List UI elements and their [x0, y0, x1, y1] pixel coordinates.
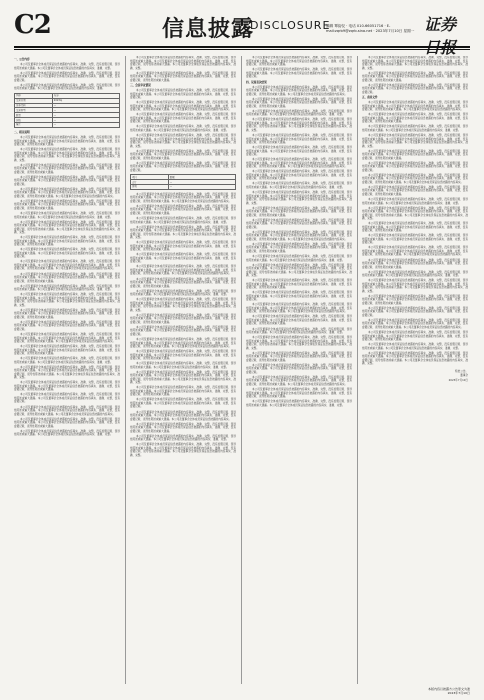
column-divider [241, 56, 242, 684]
signatory: 董事会 [460, 374, 468, 378]
masthead-rule [14, 46, 470, 48]
column-divider [357, 56, 358, 684]
page-footer [360, 688, 470, 695]
editor-contact-date: 编辑 覃韵仪 · 电话 010-66051716 · E-mail:zqrb9@zqrb.sina.net · 2023年7月10日 星期一 [326, 24, 415, 33]
column-4: 本公司及董事会全体成员保证信息披露的内容真实、准确、完整，没有虚假记载、误导性陈述或重大遗漏。本公司及董事会全体成员保证信息披露的内容真实、准确、完整，没有虚假记载、误导性陈述或重大遗漏。本公司及董事会全体成员保证信息披露的内容真实、准确、完整。 本公司及董事会全体成员保证信息披露的内容真实、准确、完整，没有虚假记载、误导性陈述或重大遗漏。本公司及董事会全体成员保证信息披露的内容真实、准确、完整，没有虚假记载、误导性陈述或重大遗漏。 本公司及董事会全体成员保证信息披露的内容真实、准确、完整，没有虚假记载、误导性陈述或重大遗漏。本公司及董事会全体成员保证信息披露的内容真实、准确、完整，没有虚假记载。 五、备查文件 本公司及董事会全体成员保证信息披露的内容真实、准确、完整，没有虚假记载、误导性陈述或重大遗漏。本公司及董事会全体成员保证信息披露的内容真实、准确、完整，没有虚假记载、误导性陈述或重大遗漏。本公司及董事会全体成员保证信息披露的内容真实。 本公司及董事会全体成员保证信息披露的内容真实、准确、完整，没有虚假记载、误导性陈述或重大遗漏。本公司及董事会全体成员保证信息披露的内容真实、准确、完整，没有虚假记载、误导性陈述或重大遗漏。 本公司及董事会全体成员保证信息披露的内容真实、准确、完整，没有虚假记载、误导性陈述或重大遗漏。本公司及董事会全体成员保证信息披露的内容真实、准确、完整。 本公司及董事会全体成员保证信息披露的内容真实、准确、完整，没有虚假记载、误导性陈述或重大遗漏。本公司及董事会全体成员保证信息披露的内容真实、准确、完整，没有虚假记载、误导性陈述或重大遗漏。本公司及董事会全体成员保证信息披露的内容真实、准确、完整。 本公司及董事会全体成员保证信息披露的内容真实、准确、完整，没有虚假记载、误导性陈述或重大遗漏。本公司及董事会全体成员保证信息披露的内容真实、准确、完整，没有虚假记载、误导性陈述或重大遗漏。 本公司及董事会全体成员保证信息披露的内容真实、准确、完整，没有虚假记载、误导性陈述或重大遗漏。本公司及董事会全体成员保证信息披露的内容真实、准确、完整，没有虚假记载。 本公司及董事会全体成员保证信息披露的内容真实、准确、完整，没有虚假记载、误导性陈述或重大遗漏。本公司及董事会全体成员保证信息披露的内容真实、准确、完整，没有虚假记载、误导性陈述或重大遗漏。本公司及董事会全体成员保证信息披露的内容真实。 本公司及董事会全体成员保证信息披露的内容真实、准确、完整，没有虚假记载、误导性陈述或重大遗漏。本公司及董事会全体成员保证信息披露的内容真实、准确、完整，没有虚假记载、误导性陈述或重大遗漏。 本公司及董事会全体成员保证信息披露的内容真实、准确、完整，没有虚假记载、误导性陈述或重大遗漏。本公司及董事会全体成员保证信息披露的内容真实、准确、完整。 本公司及董事会全体成员保证信息披露的内容真实、准确、完整，没有虚假记载、误导性陈述或重大遗漏。本公司及董事会全体成员保证信息披露的内容真实、准确、完整，没有虚假记载、误导性陈述或重大遗漏。本公司及董事会全体成员保证信息披露的内容真实、准确、完整。 本公司及董事会全体成员保证信息披露的内容真实、准确、完整，没有虚假记载、误导性陈述或重大遗漏。本公司及董事会全体成员保证信息披露的内容真实、准确、完整，没有虚假记载、误导性陈述或重大遗漏。 本公司及董事会全体成员保证信息披露的内容真实、准确、完整，没有虚假记载、误导性陈述或重大遗漏。本公司及董事会全体成员保证信息披露的内容真实、准确、完整，没有虚假记载。 本公司及董事会全体成员保证信息披露的内容真实、准确、完整，没有虚假记载、误导性陈述或重大遗漏。本公司及董事会全体成员保证信息披露的内容真实、准确、完整，没有虚假记载、误导性陈述或重大遗漏。本公司及董事会全体成员保证信息披露的内容真实。 本公司及董事会全体成员保证信息披露的内容真实、准确、完整，没有虚假记载、误导性陈述或重大遗漏。本公司及董事会全体成员保证信息披露的内容真实、准确、完整，没有虚假记载、误导性陈述或重大遗漏。 本公司及董事会全体成员保证信息披露的内容真实、准确、完整，没有虚假记载、误导性陈述或重大遗漏。本公司及董事会全体成员保证信息披露的内容真实、准确、完整。 本公司及董事会全体成员保证信息披露的内容真实、准确、完整，没有虚假记载、误导性陈述或重大遗漏。本公司及董事会全体成员保证信息披露的内容真实、准确、完整，没有虚假记载、误导性陈述或重大遗漏。本公司及董事会全体成员保证信息披露的内容真实、准确、完整。 本公司及董事会全体成员保证信息披露的内容真实、准确、完整，没有虚假记载、误导性陈述或重大遗漏。本公司及董事会全体成员保证信息披露的内容真实、准确、完整，没有虚假记载、误导性陈述或重大遗漏。 本公司及董事会全体成员保证信息披露的内容真实、准确、完整，没有虚假记载、误导性陈述或重大遗漏。本公司及董事会全体成员保证信息披露的内容真实、准确、完整，没有虚假记载。 本公司及董事会全体成员保证信息披露的内容真实、准确、完整，没有虚假记载、误导性陈述或重大遗漏。本公司及董事会全体成员保证信息披露的内容真实、准确、完整，没有虚假记载、误导性陈述或重大遗漏。本公司及董事会全体成员保证信息披露的内容真实。 本公司及董事会全体成员保证信息披露的内容真实、准确、完整，没有虚假记载、误导性陈述或重大遗漏。本公司及董事会全体成员保证信息披露的内容真实、准确、完整，没有虚假记载、误导性陈述或重大遗漏。 本公司及董事会全体成员保证信息披露的内容真实、准确、完整，没有虚假记载、误导性陈述或重大遗漏。本公司及董事会全体成员保证信息披露的内容真实、准确、完整。 本公司及董事会全体成员保证信息披露的内容真实、准确、完整，没有虚假记载、误导性陈述或重大遗漏。本公司及董事会全体成员保证信息披露的内容真实、准确、完整，没有虚假记载、误导性陈述或重大遗漏。本公司及董事会全体成员保证信息披露的内容真实、准确、完整。 特此公告。 董事会 2023年7月10日 [362, 56, 468, 382]
column-1: 一、公告内容 本公司及董事会全体成员保证信息披露的内容真实、准确、完整，没有虚假记载、误导性陈述或重大遗漏。本公司及董事会全体成员保证信息披露的内容真实、准确、完整。 本公司及董事会全体成员保证信息披露的内容真实、准确、完整，没有虚假记载、误导性陈述或重大遗漏。本公司及董事会全体成员保证信息披露的内容真实、准确、完整，没有虚假记载。 本公司及董事会全体成员保证信息披露的内容真实、准确、完整，没有虚假记载、误导性陈述或重大遗漏。本公司及董事会全体成员保证信息披露的内容真实、准确。 名称 内容 交易日期 2023年 证券代码 — 交易类型 — 数量 — 价格 — 备注 — 二、相关说明 本公司及董事会全体成员保证信息披露的内容真实、准确、完整，没有虚假记载、误导性陈述或重大遗漏。本公司及董事会全体成员保证信息披露的内容真实、准确、完整，没有虚假记载、误导性陈述或重大遗漏。 本公司及董事会全体成员保证信息披露的内容真实、准确、完整，没有虚假记载、误导性陈述或重大遗漏。本公司及董事会全体成员保证信息披露的内容真实、准确、完整，没有虚假记载、误导性陈述或重大遗漏。本公司及董事会全体成员保证信息披露的内容真实、准确、完整。 本公司及董事会全体成员保证信息披露的内容真实、准确、完整，没有虚假记载、误导性陈述或重大遗漏。本公司及董事会全体成员保证信息披露的内容真实、准确、完整，没有虚假记载、误导性陈述或重大遗漏。 本公司及董事会全体成员保证信息披露的内容真实、准确、完整，没有虚假记载、误导性陈述或重大遗漏。本公司及董事会全体成员保证信息披露的内容真实、准确、完整，没有虚假记载。 本公司及董事会全体成员保证信息披露的内容真实、准确、完整，没有虚假记载、误导性陈述或重大遗漏。本公司及董事会全体成员保证信息披露的内容真实、准确、完整，没有虚假记载、误导性陈述或重大遗漏。本公司及董事会全体成员保证信息披露的内容真实。 本公司及董事会全体成员保证信息披露的内容真实、准确、完整，没有虚假记载、误导性陈述或重大遗漏。本公司及董事会全体成员保证信息披露的内容真实、准确、完整，没有虚假记载、误导性陈述或重大遗漏。 本公司及董事会全体成员保证信息披露的内容真实、准确、完整，没有虚假记载、误导性陈述或重大遗漏。本公司及董事会全体成员保证信息披露的内容真实、准确、完整。 本公司及董事会全体成员保证信息披露的内容真实、准确、完整，没有虚假记载、误导性陈述或重大遗漏。本公司及董事会全体成员保证信息披露的内容真实、准确、完整，没有虚假记载、误导性陈述或重大遗漏。本公司及董事会全体成员保证信息披露的内容真实、准确、完整。 本公司及董事会全体成员保证信息披露的内容真实、准确、完整，没有虚假记载、误导性陈述或重大遗漏。本公司及董事会全体成员保证信息披露的内容真实、准确、完整，没有虚假记载、误导性陈述或重大遗漏。 本公司及董事会全体成员保证信息披露的内容真实、准确、完整，没有虚假记载、误导性陈述或重大遗漏。本公司及董事会全体成员保证信息披露的内容真实、准确、完整，没有虚假记载。 本公司及董事会全体成员保证信息披露的内容真实、准确、完整，没有虚假记载、误导性陈述或重大遗漏。本公司及董事会全体成员保证信息披露的内容真实、准确、完整，没有虚假记载、误导性陈述或重大遗漏。本公司及董事会全体成员保证信息披露的内容真实。 本公司及董事会全体成员保证信息披露的内容真实、准确、完整，没有虚假记载、误导性陈述或重大遗漏。本公司及董事会全体成员保证信息披露的内容真实、准确、完整，没有虚假记载、误导性陈述或重大遗漏。 本公司及董事会全体成员保证信息披露的内容真实、准确、完整，没有虚假记载、误导性陈述或重大遗漏。本公司及董事会全体成员保证信息披露的内容真实、准确、完整。 本公司及董事会全体成员保证信息披露的内容真实、准确、完整，没有虚假记载、误导性陈述或重大遗漏。本公司及董事会全体成员保证信息披露的内容真实、准确、完整，没有虚假记载、误导性陈述或重大遗漏。本公司及董事会全体成员保证信息披露的内容真实、准确、完整。 本公司及董事会全体成员保证信息披露的内容真实、准确、完整，没有虚假记载、误导性陈述或重大遗漏。本公司及董事会全体成员保证信息披露的内容真实、准确、完整，没有虚假记载、误导性陈述或重大遗漏。 本公司及董事会全体成员保证信息披露的内容真实、准确、完整，没有虚假记载、误导性陈述或重大遗漏。本公司及董事会全体成员保证信息披露的内容真实、准确、完整，没有虚假记载。 本公司及董事会全体成员保证信息披露的内容真实、准确、完整，没有虚假记载、误导性陈述或重大遗漏。本公司及董事会全体成员保证信息披露的内容真实、准确、完整，没有虚假记载、误导性陈述或重大遗漏。本公司及董事会全体成员保证信息披露的内容真实。 本公司及董事会全体成员保证信息披露的内容真实、准确、完整，没有虚假记载、误导性陈述或重大遗漏。本公司及董事会全体成员保证信息披露的内容真实、准确、完整，没有虚假记载、误导性陈述或重大遗漏。 本公司及董事会全体成员保证信息披露的内容真实、准确、完整，没有虚假记载、误导性陈述或重大遗漏。本公司及董事会全体成员保证信息披露的内容真实、准确、完整。 本公司及董事会全体成员保证信息披露的内容真实、准确、完整，没有虚假记载、误导性陈述或重大遗漏。本公司及董事会全体成员保证信息披露的内容真实、准确、完整，没有虚假记载、误导性陈述或重大遗漏。本公司及董事会全体成员保证信息披露的内容真实、准确、完整。 本公司及董事会全体成员保证信息披露的内容真实、准确、完整，没有虚假记载、误导性陈述或重大遗漏。本公司及董事会全体成员保证信息披露的内容真实、准确、完整，没有虚假记载、误导性陈述或重大遗漏。 本公司及董事会全体成员保证信息披露的内容真实、准确、完整，没有虚假记载、误导性陈述或重大遗漏。本公司及董事会全体成员保证信息披露的内容真实、准确、完整，没有虚假记载。 本公司及董事会全体成员保证信息披露的内容真实、准确、完整，没有虚假记载、误导性陈述或重大遗漏。本公司及董事会全体成员保证信息披露的内容真实、准确、完整，没有虚假记载、误导性陈述或重大遗漏。本公司及董事会全体成员保证信息披露的内容真实。 本公司及董事会全体成员保证信息披露的内容真实、准确、完整，没有虚假记载、误导性陈述或重大遗漏。本公司及董事会全体成员保证信息披露的内容真实、准确、完整，没有虚假记载、误导性陈述或重大遗漏。 本公司及董事会全体成员保证信息披露的内容真实、准确、完整，没有虚假记载、误导性陈述或重大遗漏。本公司及董事会全体成员保证信息披露的内容真实、准确、完整。 [14, 58, 120, 437]
page-number: C2 [14, 10, 51, 40]
section-title-english: DISCLOSURE [250, 19, 331, 32]
column-3: 本公司及董事会全体成员保证信息披露的内容真实、准确、完整，没有虚假记载、误导性陈述或重大遗漏。本公司及董事会全体成员保证信息披露的内容真实、准确、完整，没有虚假记载、误导性陈述或重大遗漏。 本公司及董事会全体成员保证信息披露的内容真实、准确、完整，没有虚假记载、误导性陈述或重大遗漏。本公司及董事会全体成员保证信息披露的内容真实、准确、完整，没有虚假记载。 四、议案表决结果 本公司及董事会全体成员保证信息披露的内容真实、准确、完整，没有虚假记载、误导性陈述或重大遗漏。本公司及董事会全体成员保证信息披露的内容真实、准确、完整，没有虚假记载、误导性陈述或重大遗漏。本公司及董事会全体成员保证信息披露的内容真实。 本公司及董事会全体成员保证信息披露的内容真实、准确、完整，没有虚假记载、误导性陈述或重大遗漏。本公司及董事会全体成员保证信息披露的内容真实、准确、完整，没有虚假记载、误导性陈述或重大遗漏。 本公司及董事会全体成员保证信息披露的内容真实、准确、完整，没有虚假记载、误导性陈述或重大遗漏。本公司及董事会全体成员保证信息披露的内容真实、准确、完整。 本公司及董事会全体成员保证信息披露的内容真实、准确、完整，没有虚假记载、误导性陈述或重大遗漏。本公司及董事会全体成员保证信息披露的内容真实、准确、完整，没有虚假记载、误导性陈述或重大遗漏。本公司及董事会全体成员保证信息披露的内容真实、准确、完整。 本公司及董事会全体成员保证信息披露的内容真实、准确、完整，没有虚假记载、误导性陈述或重大遗漏。本公司及董事会全体成员保证信息披露的内容真实、准确、完整，没有虚假记载、误导性陈述或重大遗漏。 本公司及董事会全体成员保证信息披露的内容真实、准确、完整，没有虚假记载、误导性陈述或重大遗漏。本公司及董事会全体成员保证信息披露的内容真实、准确、完整，没有虚假记载。 本公司及董事会全体成员保证信息披露的内容真实、准确、完整，没有虚假记载、误导性陈述或重大遗漏。本公司及董事会全体成员保证信息披露的内容真实、准确、完整，没有虚假记载、误导性陈述或重大遗漏。本公司及董事会全体成员保证信息披露的内容真实。 本公司及董事会全体成员保证信息披露的内容真实、准确、完整，没有虚假记载、误导性陈述或重大遗漏。本公司及董事会全体成员保证信息披露的内容真实、准确、完整，没有虚假记载、误导性陈述或重大遗漏。 本公司及董事会全体成员保证信息披露的内容真实、准确、完整，没有虚假记载、误导性陈述或重大遗漏。本公司及董事会全体成员保证信息披露的内容真实、准确、完整。 本公司及董事会全体成员保证信息披露的内容真实、准确、完整，没有虚假记载、误导性陈述或重大遗漏。本公司及董事会全体成员保证信息披露的内容真实、准确、完整，没有虚假记载、误导性陈述或重大遗漏。本公司及董事会全体成员保证信息披露的内容真实、准确、完整。 本公司及董事会全体成员保证信息披露的内容真实、准确、完整，没有虚假记载、误导性陈述或重大遗漏。本公司及董事会全体成员保证信息披露的内容真实、准确、完整，没有虚假记载、误导性陈述或重大遗漏。 本公司及董事会全体成员保证信息披露的内容真实、准确、完整，没有虚假记载、误导性陈述或重大遗漏。本公司及董事会全体成员保证信息披露的内容真实、准确、完整，没有虚假记载。 本公司及董事会全体成员保证信息披露的内容真实、准确、完整，没有虚假记载、误导性陈述或重大遗漏。本公司及董事会全体成员保证信息披露的内容真实、准确、完整，没有虚假记载、误导性陈述或重大遗漏。本公司及董事会全体成员保证信息披露的内容真实。 本公司及董事会全体成员保证信息披露的内容真实、准确、完整，没有虚假记载、误导性陈述或重大遗漏。本公司及董事会全体成员保证信息披露的内容真实、准确、完整，没有虚假记载、误导性陈述或重大遗漏。 本公司及董事会全体成员保证信息披露的内容真实、准确、完整，没有虚假记载、误导性陈述或重大遗漏。本公司及董事会全体成员保证信息披露的内容真实、准确、完整。 本公司及董事会全体成员保证信息披露的内容真实、准确、完整，没有虚假记载、误导性陈述或重大遗漏。本公司及董事会全体成员保证信息披露的内容真实、准确、完整，没有虚假记载、误导性陈述或重大遗漏。本公司及董事会全体成员保证信息披露的内容真实、准确、完整。 本公司及董事会全体成员保证信息披露的内容真实、准确、完整，没有虚假记载、误导性陈述或重大遗漏。本公司及董事会全体成员保证信息披露的内容真实、准确、完整，没有虚假记载、误导性陈述或重大遗漏。 本公司及董事会全体成员保证信息披露的内容真实、准确、完整，没有虚假记载、误导性陈述或重大遗漏。本公司及董事会全体成员保证信息披露的内容真实、准确、完整，没有虚假记载。 本公司及董事会全体成员保证信息披露的内容真实、准确、完整，没有虚假记载、误导性陈述或重大遗漏。本公司及董事会全体成员保证信息披露的内容真实、准确、完整，没有虚假记载、误导性陈述或重大遗漏。本公司及董事会全体成员保证信息披露的内容真实。 本公司及董事会全体成员保证信息披露的内容真实、准确、完整，没有虚假记载、误导性陈述或重大遗漏。本公司及董事会全体成员保证信息披露的内容真实、准确、完整，没有虚假记载、误导性陈述或重大遗漏。 本公司及董事会全体成员保证信息披露的内容真实、准确、完整，没有虚假记载、误导性陈述或重大遗漏。本公司及董事会全体成员保证信息披露的内容真实、准确、完整。 本公司及董事会全体成员保证信息披露的内容真实、准确、完整，没有虚假记载、误导性陈述或重大遗漏。本公司及董事会全体成员保证信息披露的内容真实、准确、完整，没有虚假记载、误导性陈述或重大遗漏。本公司及董事会全体成员保证信息披露的内容真实、准确、完整。 本公司及董事会全体成员保证信息披露的内容真实、准确、完整，没有虚假记载、误导性陈述或重大遗漏。本公司及董事会全体成员保证信息披露的内容真实、准确、完整，没有虚假记载、误导性陈述或重大遗漏。 本公司及董事会全体成员保证信息披露的内容真实、准确、完整，没有虚假记载、误导性陈述或重大遗漏。本公司及董事会全体成员保证信息披露的内容真实、准确、完整，没有虚假记载。 本公司及董事会全体成员保证信息披露的内容真实、准确、完整，没有虚假记载、误导性陈述或重大遗漏。本公司及董事会全体成员保证信息披露的内容真实、准确、完整，没有虚假记载、误导性陈述或重大遗漏。本公司及董事会全体成员保证信息披露的内容真实。 本公司及董事会全体成员保证信息披露的内容真实、准确、完整，没有虚假记载、误导性陈述或重大遗漏。本公司及董事会全体成员保证信息披露的内容真实、准确、完整，没有虚假记载、误导性陈述或重大遗漏。 本公司及董事会全体成员保证信息披露的内容真实、准确、完整，没有虚假记载、误导性陈述或重大遗漏。本公司及董事会全体成员保证信息披露的内容真实、准确、完整。 [246, 56, 352, 407]
footer-note: 本版内容以披露方公告原文为准 [427, 687, 470, 691]
column-divider [125, 56, 126, 684]
newspaper-logo: 证券 [424, 15, 457, 34]
column-2: 本公司及董事会全体成员保证信息披露的内容真实、准确、完整，没有虚假记载、误导性陈述或重大遗漏。本公司及董事会全体成员保证信息披露的内容真实、准确、完整，没有虚假记载、误导性陈述或重大遗漏。本公司及董事会全体成员保证信息披露的内容真实、准确、完整。 本公司及董事会全体成员保证信息披露的内容真实、准确、完整，没有虚假记载、误导性陈述或重大遗漏。本公司及董事会全体成员保证信息披露的内容真实、准确、完整，没有虚假记载、误导性陈述或重大遗漏。 三、会议审议情况 本公司及董事会全体成员保证信息披露的内容真实、准确、完整，没有虚假记载、误导性陈述或重大遗漏。本公司及董事会全体成员保证信息披露的内容真实、准确、完整，没有虚假记载。 本公司及董事会全体成员保证信息披露的内容真实、准确、完整，没有虚假记载、误导性陈述或重大遗漏。本公司及董事会全体成员保证信息披露的内容真实、准确、完整，没有虚假记载、误导性陈述或重大遗漏。本公司及董事会全体成员保证信息披露的内容真实。 本公司及董事会全体成员保证信息披露的内容真实、准确、完整，没有虚假记载、误导性陈述或重大遗漏。本公司及董事会全体成员保证信息披露的内容真实、准确、完整，没有虚假记载、误导性陈述或重大遗漏。 本公司及董事会全体成员保证信息披露的内容真实、准确、完整，没有虚假记载、误导性陈述或重大遗漏。本公司及董事会全体成员保证信息披露的内容真实、准确、完整。 本公司及董事会全体成员保证信息披露的内容真实、准确、完整，没有虚假记载、误导性陈述或重大遗漏。本公司及董事会全体成员保证信息披露的内容真实、准确、完整，没有虚假记载、误导性陈述或重大遗漏。本公司及董事会全体成员保证信息披露的内容真实、准确、完整。 本公司及董事会全体成员保证信息披露的内容真实、准确、完整，没有虚假记载、误导性陈述或重大遗漏。本公司及董事会全体成员保证信息披露的内容真实、准确、完整，没有虚假记载、误导性陈述或重大遗漏。 本公司及董事会全体成员保证信息披露的内容真实、准确、完整，没有虚假记载、误导性陈述或重大遗漏。本公司及董事会全体成员保证信息披露的内容真实、准确、完整，没有虚假记载。 项目 数额 合计 — 说明 — 本公司及董事会全体成员保证信息披露的内容真实、准确、完整，没有虚假记载、误导性陈述或重大遗漏。本公司及董事会全体成员保证信息披露的内容真实、准确、完整，没有虚假记载、误导性陈述或重大遗漏。本公司及董事会全体成员保证信息披露的内容真实。 本公司及董事会全体成员保证信息披露的内容真实、准确、完整，没有虚假记载、误导性陈述或重大遗漏。本公司及董事会全体成员保证信息披露的内容真实、准确、完整，没有虚假记载、误导性陈述或重大遗漏。 本公司及董事会全体成员保证信息披露的内容真实、准确、完整，没有虚假记载、误导性陈述或重大遗漏。本公司及董事会全体成员保证信息披露的内容真实、准确、完整。 本公司及董事会全体成员保证信息披露的内容真实、准确、完整，没有虚假记载、误导性陈述或重大遗漏。本公司及董事会全体成员保证信息披露的内容真实、准确、完整，没有虚假记载、误导性陈述或重大遗漏。本公司及董事会全体成员保证信息披露的内容真实、准确、完整。 本公司及董事会全体成员保证信息披露的内容真实、准确、完整，没有虚假记载、误导性陈述或重大遗漏。本公司及董事会全体成员保证信息披露的内容真实、准确、完整，没有虚假记载、误导性陈述或重大遗漏。 本公司及董事会全体成员保证信息披露的内容真实、准确、完整，没有虚假记载、误导性陈述或重大遗漏。本公司及董事会全体成员保证信息披露的内容真实、准确、完整，没有虚假记载。 本公司及董事会全体成员保证信息披露的内容真实、准确、完整，没有虚假记载、误导性陈述或重大遗漏。本公司及董事会全体成员保证信息披露的内容真实、准确、完整，没有虚假记载、误导性陈述或重大遗漏。本公司及董事会全体成员保证信息披露的内容真实。 本公司及董事会全体成员保证信息披露的内容真实、准确、完整，没有虚假记载、误导性陈述或重大遗漏。本公司及董事会全体成员保证信息披露的内容真实、准确、完整，没有虚假记载、误导性陈述或重大遗漏。 本公司及董事会全体成员保证信息披露的内容真实、准确、完整，没有虚假记载、误导性陈述或重大遗漏。本公司及董事会全体成员保证信息披露的内容真实、准确、完整。 本公司及董事会全体成员保证信息披露的内容真实、准确、完整，没有虚假记载、误导性陈述或重大遗漏。本公司及董事会全体成员保证信息披露的内容真实、准确、完整，没有虚假记载、误导性陈述或重大遗漏。本公司及董事会全体成员保证信息披露的内容真实、准确、完整。 本公司及董事会全体成员保证信息披露的内容真实、准确、完整，没有虚假记载、误导性陈述或重大遗漏。本公司及董事会全体成员保证信息披露的内容真实、准确、完整，没有虚假记载、误导性陈述或重大遗漏。 本公司及董事会全体成员保证信息披露的内容真实、准确、完整，没有虚假记载、误导性陈述或重大遗漏。本公司及董事会全体成员保证信息披露的内容真实、准确、完整，没有虚假记载。 本公司及董事会全体成员保证信息披露的内容真实、准确、完整，没有虚假记载、误导性陈述或重大遗漏。本公司及董事会全体成员保证信息披露的内容真实、准确、完整，没有虚假记载、误导性陈述或重大遗漏。本公司及董事会全体成员保证信息披露的内容真实。 本公司及董事会全体成员保证信息披露的内容真实、准确、完整，没有虚假记载、误导性陈述或重大遗漏。本公司及董事会全体成员保证信息披露的内容真实、准确、完整，没有虚假记载、误导性陈述或重大遗漏。 本公司及董事会全体成员保证信息披露的内容真实、准确、完整，没有虚假记载、误导性陈述或重大遗漏。本公司及董事会全体成员保证信息披露的内容真实、准确、完整。 本公司及董事会全体成员保证信息披露的内容真实、准确、完整，没有虚假记载、误导性陈述或重大遗漏。本公司及董事会全体成员保证信息披露的内容真实、准确、完整，没有虚假记载、误导性陈述或重大遗漏。本公司及董事会全体成员保证信息披露的内容真实、准确、完整。 本公司及董事会全体成员保证信息披露的内容真实、准确、完整，没有虚假记载、误导性陈述或重大遗漏。本公司及董事会全体成员保证信息披露的内容真实、准确、完整，没有虚假记载、误导性陈述或重大遗漏。 本公司及董事会全体成员保证信息披露的内容真实、准确、完整，没有虚假记载、误导性陈述或重大遗漏。本公司及董事会全体成员保证信息披露的内容真实、准确、完整，没有虚假记载。 本公司及董事会全体成员保证信息披露的内容真实、准确、完整，没有虚假记载、误导性陈述或重大遗漏。本公司及董事会全体成员保证信息披露的内容真实、准确、完整，没有虚假记载、误导性陈述或重大遗漏。本公司及董事会全体成员保证信息披露的内容真实。 本公司及董事会全体成员保证信息披露的内容真实、准确、完整，没有虚假记载、误导性陈述或重大遗漏。本公司及董事会全体成员保证信息披露的内容真实、准确、完整，没有虚假记载、误导性陈述或重大遗漏。 本公司及董事会全体成员保证信息披露的内容真实、准确、完整，没有虚假记载、误导性陈述或重大遗漏。本公司及董事会全体成员保证信息披露的内容真实、准确、完整。 本公司及董事会全体成员保证信息披露的内容真实、准确、完整，没有虚假记载、误导性陈述或重大遗漏。本公司及董事会全体成员保证信息披露的内容真实、准确、完整，没有虚假记载、误导性陈述或重大遗漏。本公司及董事会全体成员保证信息披露的内容真实、准确、完整。 [130, 56, 236, 457]
article-columns [14, 56, 470, 684]
disclosure-table: 项目 数额 合计 — 说明 — [130, 174, 236, 190]
section-title: 信息披露 [162, 17, 255, 42]
signature-date: 2023年7月10日 [448, 378, 468, 382]
footer-date: 2023年7月10日 [447, 690, 470, 695]
signature-block [362, 370, 468, 383]
closing-line: 特此公告。 [455, 369, 468, 373]
masthead [14, 10, 470, 44]
masthead-rule-thin [14, 49, 470, 50]
disclosure-table: 名称 内容 交易日期 2023年 证券代码 — 交易类型 — 数量 — 价格 — 备注 — [14, 93, 120, 128]
